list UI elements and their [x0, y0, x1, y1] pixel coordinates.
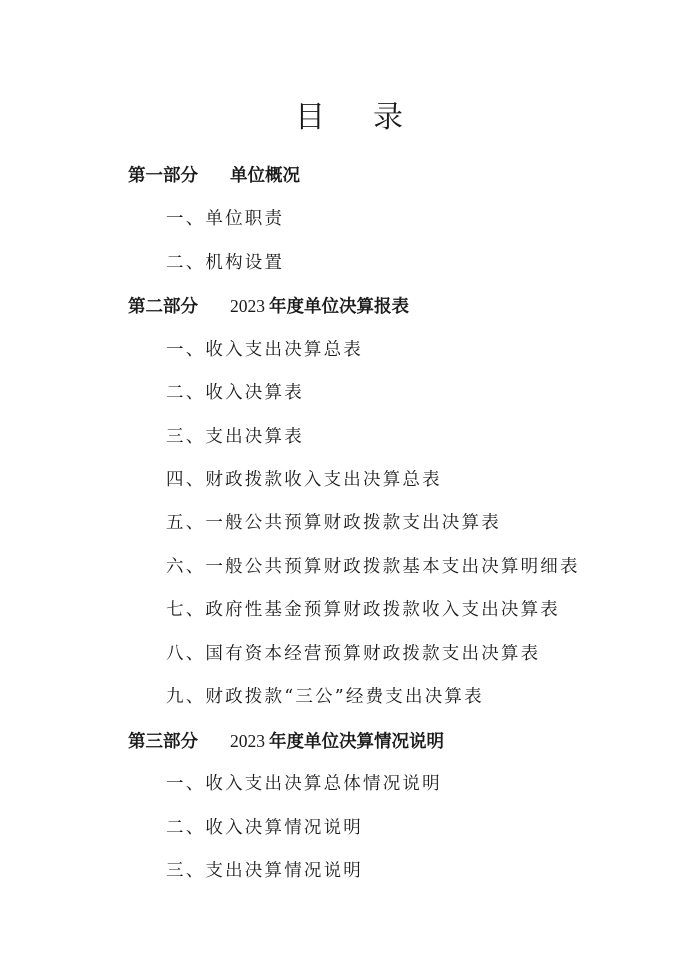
toc-item[interactable]: 八、国有资本经营预算财政拨款支出决算表	[166, 644, 541, 664]
toc-part-1[interactable]	[128, 164, 300, 188]
toc-item[interactable]: 三、支出决算情况说明	[166, 861, 363, 881]
toc-item[interactable]: 九、财政拨款“三公”经费支出决算表	[166, 687, 484, 707]
page-title	[0, 92, 700, 136]
toc-part-2[interactable]	[128, 294, 409, 319]
toc-part-2-text: 年度单位决算报表	[269, 297, 409, 317]
toc-item[interactable]: 五、一般公共预算财政拨款支出决算表	[166, 513, 501, 533]
toc-item[interactable]: 一、收入支出决算总表	[166, 340, 363, 360]
title-char-1: 目	[295, 100, 327, 136]
toc-item[interactable]: 一、单位职责	[166, 209, 285, 229]
toc-part-3-label: 第三部分	[128, 732, 198, 752]
toc-part-2-year: 2023	[230, 296, 265, 316]
toc-item[interactable]: 四、财政拨款收入支出决算总表	[166, 470, 442, 490]
toc-item[interactable]: 三、支出决算表	[166, 427, 304, 447]
toc-part-3-text: 年度单位决算情况说明	[269, 732, 444, 752]
title-char-2: 录	[373, 100, 405, 136]
toc-item[interactable]: 二、机构设置	[166, 253, 285, 273]
toc-item[interactable]: 二、收入决算情况说明	[166, 818, 363, 838]
toc-part-3-year: 2023	[230, 731, 265, 751]
toc-part-3[interactable]	[128, 729, 444, 754]
toc-part-1-text: 单位概况	[230, 166, 300, 186]
toc-item[interactable]: 二、收入决算表	[166, 383, 304, 403]
toc-part-1-label: 第一部分	[128, 166, 198, 186]
toc-item[interactable]: 六、一般公共预算财政拨款基本支出决算明细表	[166, 557, 580, 577]
toc-item[interactable]: 一、收入支出决算总体情况说明	[166, 774, 442, 794]
toc-part-2-label: 第二部分	[128, 297, 198, 317]
toc-item[interactable]: 七、政府性基金预算财政拨款收入支出决算表	[166, 600, 560, 620]
